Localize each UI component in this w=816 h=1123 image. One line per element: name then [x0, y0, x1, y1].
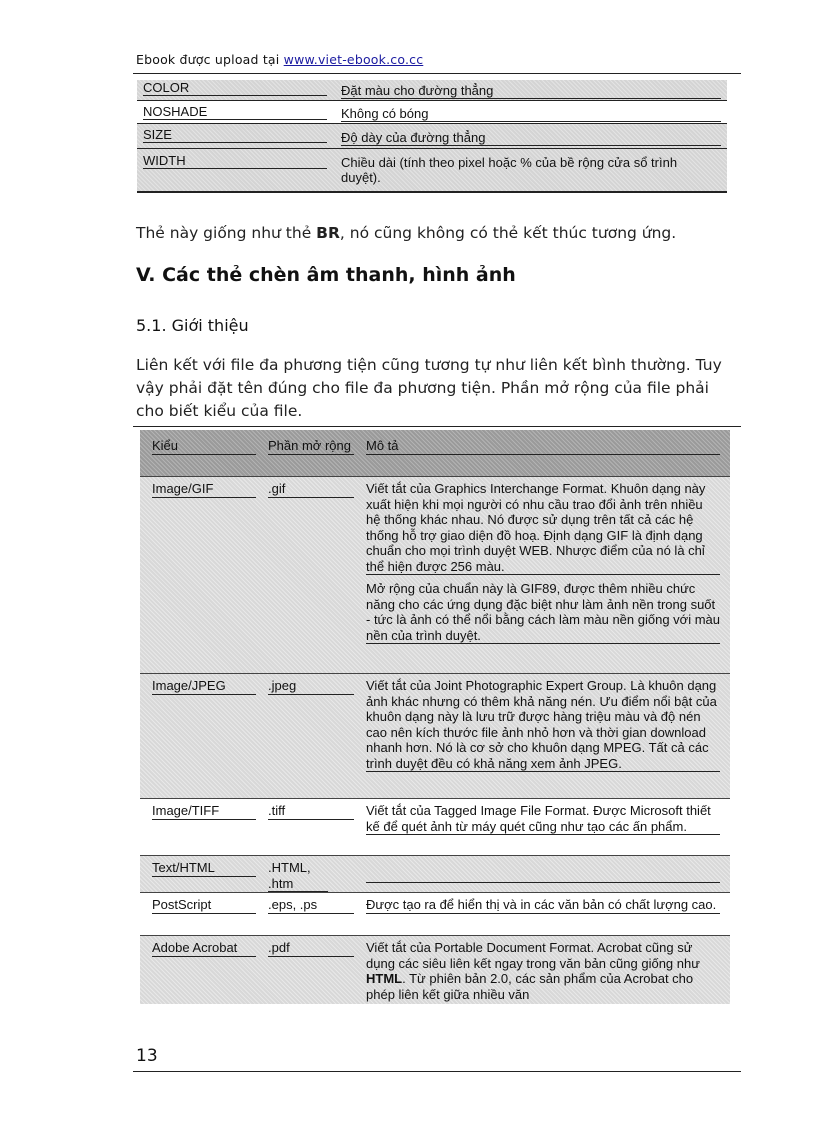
header-text: Ebook được upload tại [136, 52, 284, 67]
cell-desc: Viết tắt của Joint Photographic Expert Group. Là khuôn dạng ảnh khác nhưng có thêm khả năng nén. Ưu điểm nổi bật của khuôn dạng này là lưu trữ được hàng triệu màu và độ nén cao nên kích thước file ảnh nhỏ hơn và thời gian download nhanh hơn. Nó là cơ sở cho khuôn dạng MPEG. Tất cả các trình duyệt đều có khả năng xem ảnh JPEG. [366, 674, 730, 780]
header-ext: Phần mở rộng [268, 438, 354, 455]
page-header [136, 52, 423, 67]
section-title: V. Các thẻ chèn âm thanh, hình ảnh [136, 264, 516, 286]
table-row [137, 124, 727, 149]
note-paragraph: Thẻ này giống như thẻ BR, nó cũng không có thẻ kết thúc tương ứng. [136, 224, 677, 242]
cell-desc: Viết tắt của Graphics Interchange Format. Khuôn dạng này xuất hiện khi mọi người có nhu cầu trao đổi ảnh trên nhiều hệ thống khác nhau. Nó được sử dụng trên tất cả các hệ thống hỗ trợ giao diện đồ hoạ. Định dạng GIF là định dạng chuẩn cho mọi trình duyệt WEB. Nhược điểm của nó là chỉ thể hiện được 256 màu. Mở rộng của chuẩn này là GIF89, được thêm nhiều chức năng cho các ứng dụng đặc biệt như làm ảnh nền trong suốt - tức là ảnh có thể nổi bằng cách làm màu nền giống với màu nền của trình duyệt. [366, 481, 720, 643]
media-type-table [140, 430, 730, 1004]
cell-desc [366, 856, 730, 891]
table-row [137, 80, 727, 101]
attr-name: NOSHADE [143, 104, 329, 120]
table-header-row [140, 430, 730, 476]
cell-type: Text/HTML [152, 860, 256, 877]
attr-desc: Độ dày của đường thẳng [341, 124, 727, 146]
table-row [140, 798, 730, 855]
cell-ext: .eps, .ps [268, 897, 354, 914]
table-row [137, 101, 727, 124]
subsection-title: 5.1. Giới thiệu [136, 316, 249, 335]
cell-type: PostScript [152, 897, 256, 914]
footer-rule [133, 1071, 741, 1072]
cell-ext: .pdf [268, 940, 354, 957]
cell-desc: Viết tắt của Portable Document Format. Acrobat cũng sử dụng các siêu liên kết ngay trong văn bản cũng giống như HTML. Từ phiên bản 2.0, các sản phẩm của Acrobat cho phép liên kết giữa nhiều văn [366, 940, 700, 1002]
table-row [137, 149, 727, 193]
cell-type: Adobe Acrobat [152, 940, 256, 957]
intro-paragraph: Liên kết với file đa phương tiện cũng tương tự như liên kết bình thường. Tuy vậy phải đặt tên đúng cho file đa phương tiện. Phần mở rộng của file phải cho biết kiểu của file. [136, 356, 722, 420]
cell-desc: Được tạo ra để hiển thị và in các văn bản có chất lượng cao. [366, 893, 730, 922]
header-type: Kiểu [152, 438, 256, 455]
table-row [140, 892, 730, 935]
table-top-rule [133, 426, 741, 427]
attr-name: COLOR [143, 80, 329, 96]
cell-type: Image/TIFF [152, 803, 256, 820]
table-row [140, 476, 730, 673]
bold-tag: BR [316, 224, 340, 242]
attr-desc: Chiều dài (tính theo pixel hoặc % của bề rộng cửa sổ trình duyệt). [341, 155, 678, 185]
cell-ext: .gif [268, 481, 354, 498]
attr-name: SIZE [143, 127, 329, 143]
cell-desc: Viết tắt của Tagged Image File Format. Được Microsoft thiết kế để quét ảnh từ máy quét cũng như tạo các ấn phẩm. [366, 799, 730, 843]
attribute-table [137, 80, 727, 193]
table-row [140, 673, 730, 798]
cell-type: Image/GIF [152, 481, 256, 498]
header-desc: Mô tả [366, 438, 720, 455]
cell-type: Image/JPEG [152, 678, 256, 695]
cell-ext: .tiff [268, 803, 354, 820]
table-row [140, 855, 730, 892]
cell-ext: .HTML, .htm [268, 860, 328, 892]
table-row [140, 935, 730, 1004]
cell-ext: .jpeg [268, 678, 354, 695]
attr-name: WIDTH [143, 153, 329, 169]
attr-desc: Không có bóng [341, 101, 727, 122]
attr-desc: Đặt màu cho đường thẳng [341, 80, 727, 99]
header-link[interactable]: www.viet-ebook.co.cc [283, 52, 424, 67]
header-rule [133, 73, 741, 74]
page-number: 13 [136, 1046, 158, 1066]
